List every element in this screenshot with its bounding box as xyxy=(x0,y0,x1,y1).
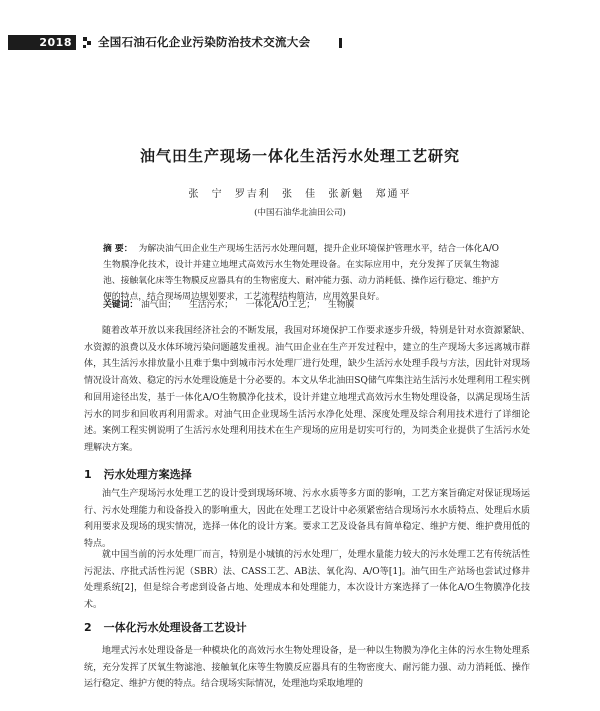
body-paragraph: 就中国当前的污水处理厂而言，特别是小城镇的污水处理厂，处理水量能力较大的污水处理工艺有传统活性污泥法、序批式活性污泥（SBR）法、CASS工艺、AB法、氧化沟、A/O等[1]。油气田生产站场也尝试过修井处理系统[2]，但是综合考虑到设备占地、处理成本和处理能力，本次设计方案选择了一体化A/O生物膜净化技术。 xyxy=(84,550,530,611)
abstract xyxy=(103,241,499,305)
page-header xyxy=(8,35,592,51)
keyword: 生活污水； xyxy=(189,300,233,310)
keywords-label: 关键词： xyxy=(103,300,139,310)
section-number: 1 xyxy=(84,468,92,481)
header-year: 2018 xyxy=(8,35,76,50)
body-paragraph: 地埋式污水处理设备是一种模块化的高效污水生物处理设备，是一种以生物膜为净化主体的污水生物处理系统，充分发挥了厌氧生物滤池、接触氧化床等生物膜反应器具有的生物密度大、耐污能力强、动力消耗低、操作运行稳定、维护方便的特点。结合现场实际情况，处理池均采取地埋的 xyxy=(84,646,530,690)
abstract-text: 为解决油气田企业生产现场生活污水处理问题，提升企业环境保护管理水平，结合一体化A/O生物膜净化技术，设计并建立地埋式高效污水生物处理设备。在实际应用中，充分发挥了厌氧生物滤池、接触氧化床等生物膜反应器具有的生物密度大、耐冲能力强、动力消耗低、操作运行稳定、维护方便的特点，结合现场周边规划要求，工艺流程结构简洁，应用效果良好。 xyxy=(103,244,499,302)
author: 张 佳 xyxy=(282,189,318,200)
conference-name: 全国石油石化企业污染防治技术交流大会 xyxy=(98,35,311,49)
author-list xyxy=(0,185,600,200)
abstract-label: 摘 要： xyxy=(103,244,133,254)
section-number: 2 xyxy=(84,621,92,634)
section-heading xyxy=(84,619,530,635)
author: 罗吉利 xyxy=(234,189,271,200)
paper-title: 油气田生产现场一体化生活污水处理工艺研究 xyxy=(139,147,460,165)
author: 张新魁 xyxy=(328,189,365,200)
keyword: 一体化A/O工艺； xyxy=(245,300,316,310)
author: 郑通平 xyxy=(375,189,412,200)
intro-paragraph: 随着改革开放以来我国经济社会的不断发展，我国对环境保护工作要求逐步升级，特别是针对水资源紧缺、水资源的浪费以及水体环境污染问题越发重视。油气田企业在生产开发过程中，建立的生产现场大多远离城市群体，其生活污水排放量小且难于集中到城市污水处理厂进行处理，缺少生活污水处理手段与方法，因此针对现场情况设计高效、稳定的污水处理设施是十分必要的。本文从华北油田SQ储气库集注站生活污水处理利用工程实例和回用途径出发，基于一体化A/O生物膜净化技术，设计并建立地埋式高效污水生物处理设备，以满足现场生活污水的同步和回收再利用需求。对油气田企业现场生活污水净化处理、深度处理及综合利用技术进行了详细论述。案例工程实例说明了生活污水处理利用技术在生产现场的应用是切实可行的，为同类企业提供了生活污水处理解决方案。 xyxy=(84,326,530,453)
keyword: 油气田； xyxy=(141,300,177,310)
section-heading xyxy=(84,466,530,482)
author: 张 宁 xyxy=(188,189,224,200)
section-title: 一体化污水处理设备工艺设计 xyxy=(103,621,247,634)
body-paragraph: 油气生产现场污水处理工艺的设计受到现场环境、污水水质等多方面的影响，工艺方案旨确定对保证现场运行、污水处理能力和设备投入的影响重大，因此在处理工艺设计中必须紧密结合现场污水水质特点、处理后水质利用要求及现场的现实情况，选择一体化的设计方案。要求工艺及设备具有简单稳定、维护方便、维护费用低的特点。 xyxy=(84,489,530,550)
affiliation: (中国石油华北油田公司) xyxy=(254,208,346,218)
header-mark-icon xyxy=(82,37,92,48)
keywords xyxy=(103,297,499,313)
header-end-bar xyxy=(339,38,342,48)
section-title: 污水处理方案选择 xyxy=(103,468,192,481)
keyword: 生物膜 xyxy=(327,300,355,310)
